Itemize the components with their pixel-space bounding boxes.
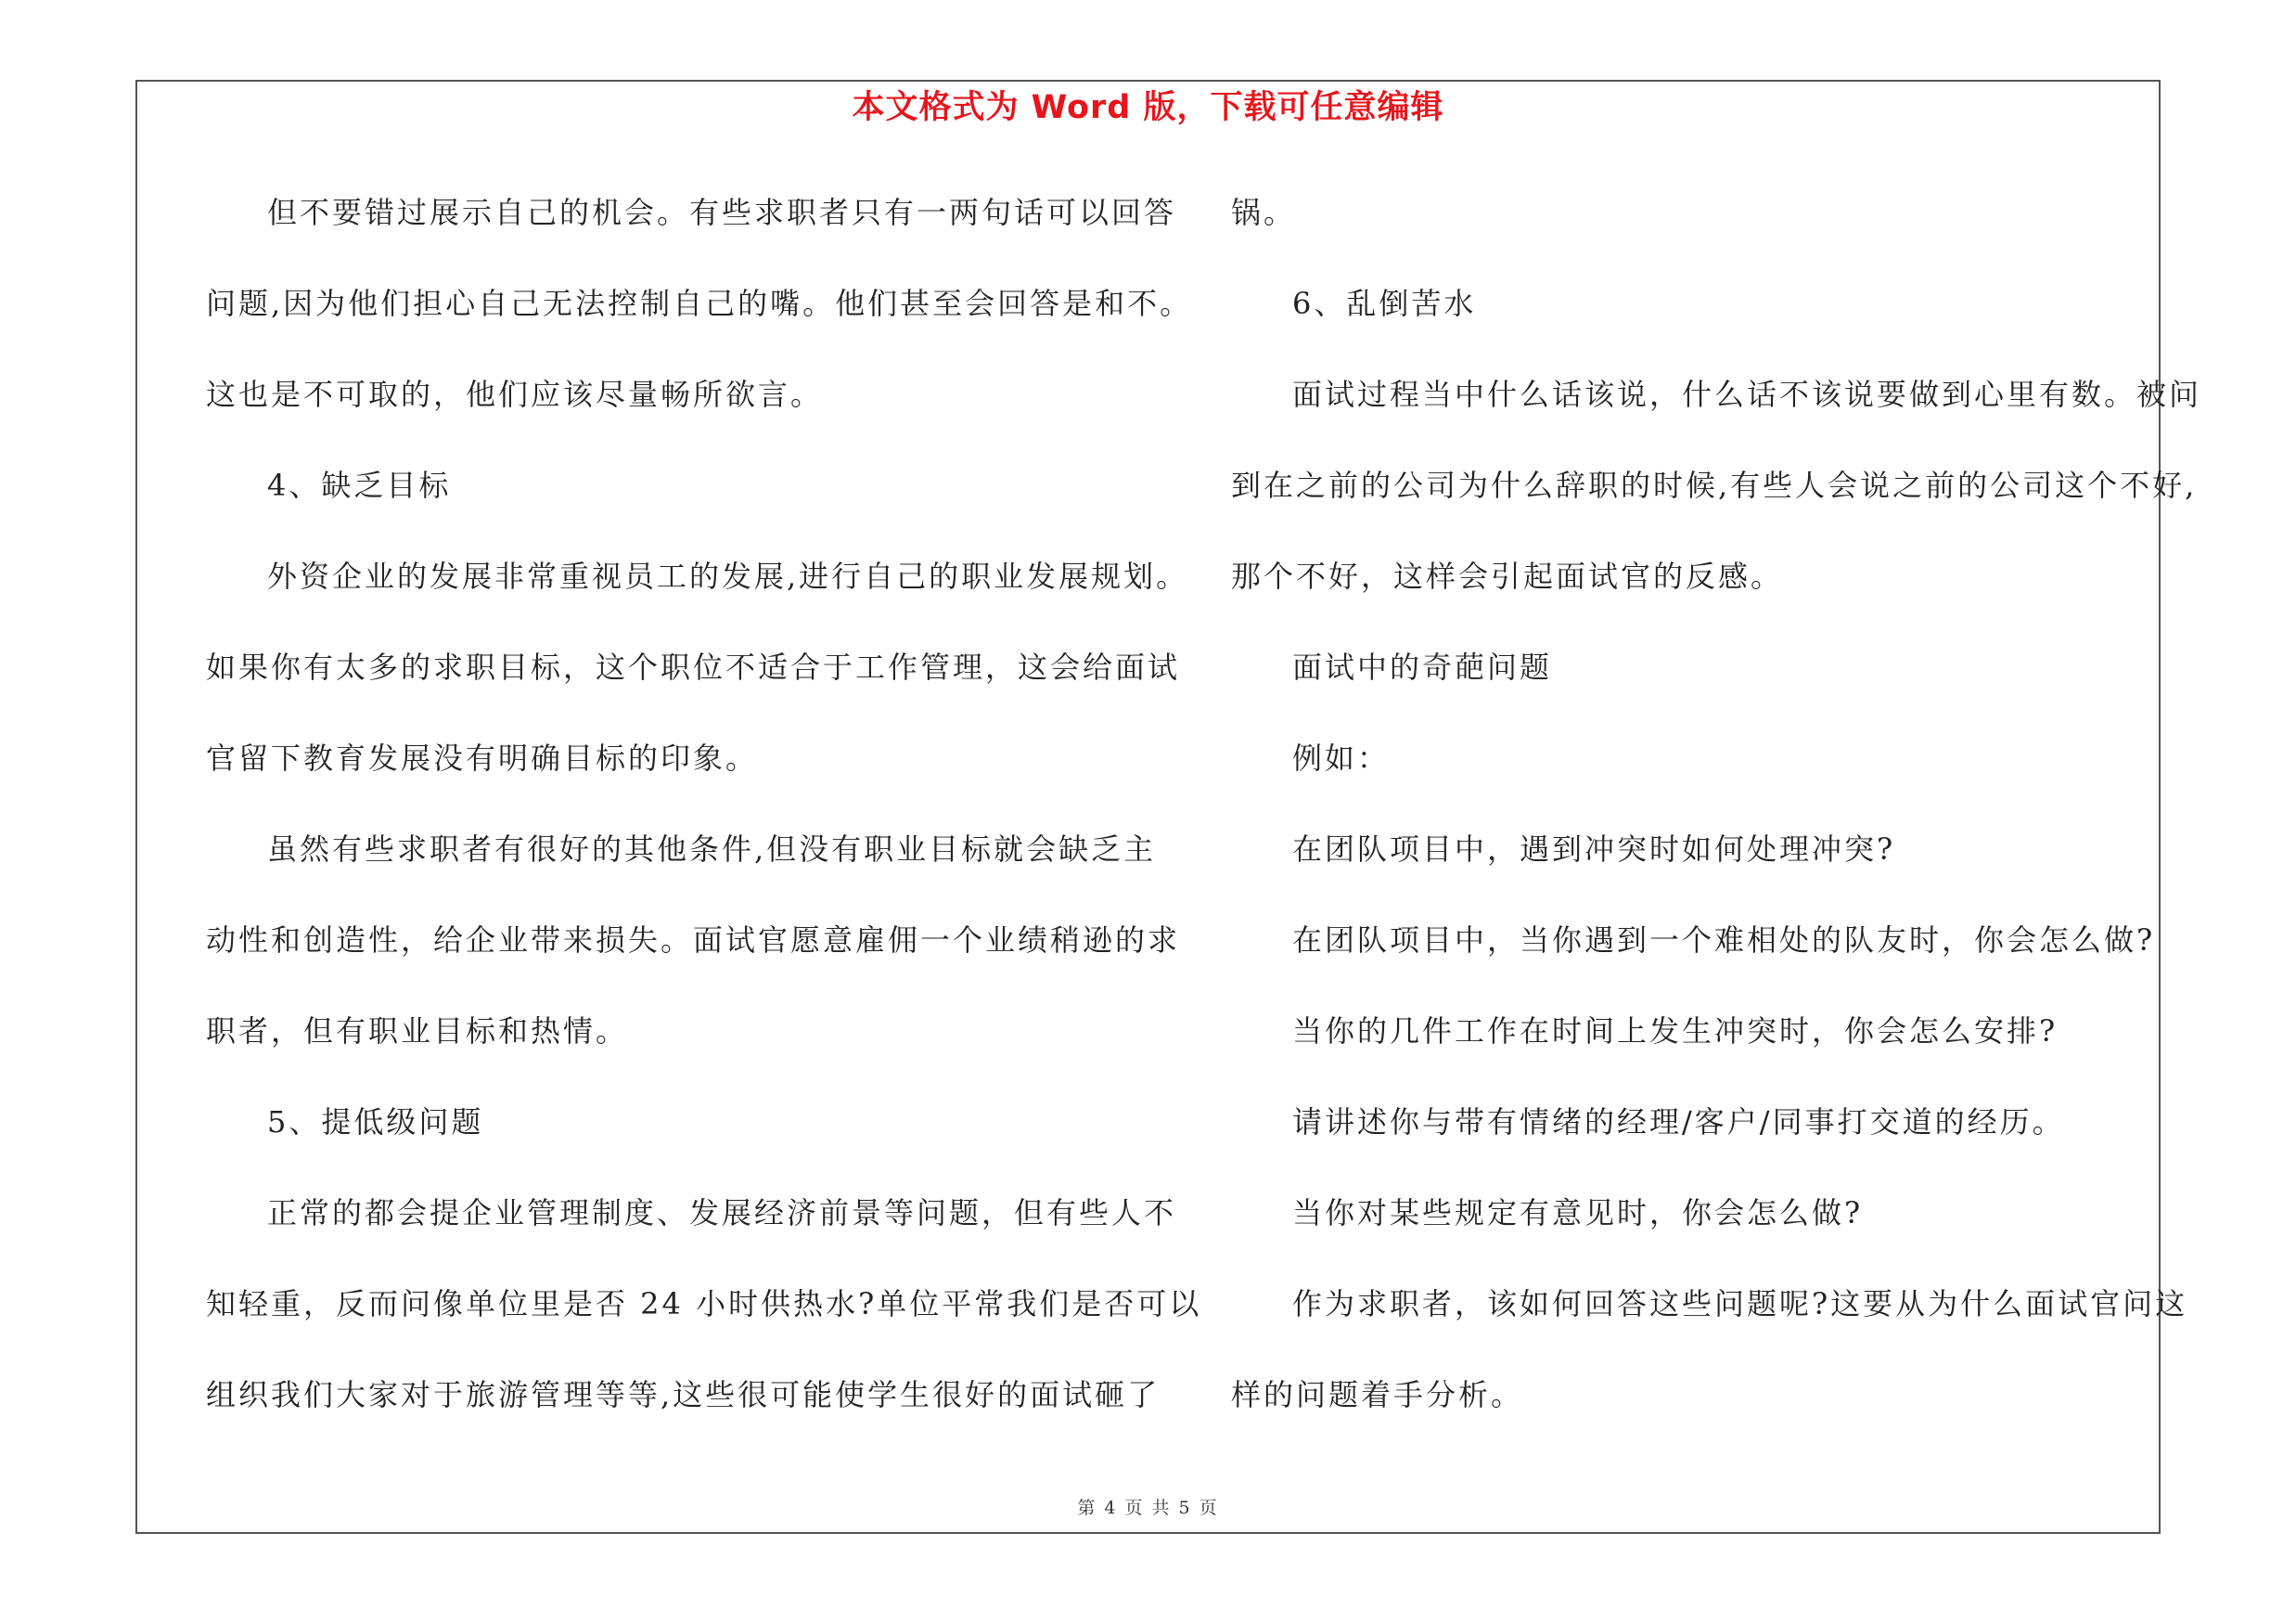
text-line: 样的问题着手分析。 bbox=[1231, 1377, 1524, 1412]
text-line: 在团队项目中，当你遇到一个难相处的队友时，你会怎么做? bbox=[1292, 922, 2156, 958]
text-line: 官留下教育发展没有明确目标的印象。 bbox=[206, 741, 759, 776]
text-line: 外资企业的发展非常重视员工的发展,进行自己的职业发展规划。 bbox=[267, 559, 1189, 594]
text-line: 那个不好，这样会引起面试官的反感。 bbox=[1231, 559, 1784, 594]
text-line: 当你的几件工作在时间上发生冲突时，你会怎么安排? bbox=[1292, 1013, 2059, 1049]
text-line: 面试中的奇葩问题 bbox=[1292, 650, 1553, 685]
text-line: 5、提低级问题 bbox=[267, 1104, 484, 1140]
text-line: 但不要错过展示自己的机会。有些求职者只有一两句话可以回答 bbox=[267, 195, 1177, 230]
text-line: 这也是不可取的，他们应该尽量畅所欲言。 bbox=[206, 377, 824, 412]
text-line: 动性和创造性，给企业带来损失。面试官愿意雇佣一个业绩稍逊的求 bbox=[206, 922, 1181, 958]
left-column bbox=[206, 182, 1202, 1455]
text-line: 正常的都会提企业管理制度、发展经济前景等问题，但有些人不 bbox=[267, 1195, 1177, 1230]
text-line: 例如： bbox=[1292, 741, 1391, 776]
text-line: 问题,因为他们担心自己无法控制自己的嘴。他们甚至会回答是和不。 bbox=[206, 286, 1193, 321]
text-line: 在团队项目中，遇到冲突时如何处理冲突? bbox=[1292, 831, 1896, 867]
text-line: 职者，但有职业目标和热情。 bbox=[206, 1013, 629, 1049]
right-column bbox=[1231, 182, 2202, 1455]
text-line: 作为求职者，该如何回答这些问题呢?这要从为什么面试官问这 bbox=[1292, 1286, 2188, 1321]
text-line: 4、缺乏目标 bbox=[267, 468, 452, 503]
text-line: 知轻重，反而问像单位里是否 24 小时供热水?单位平常我们是否可以 bbox=[206, 1286, 1202, 1321]
text-line: 6、乱倒苦水 bbox=[1292, 286, 1477, 321]
text-line: 当你对某些规定有意见时，你会怎么做? bbox=[1292, 1195, 1864, 1230]
text-line: 组织我们大家对于旅游管理等等,这些很可能使学生很好的面试砸了 bbox=[206, 1377, 1161, 1412]
text-line: 虽然有些求职者有很好的其他条件,但没有职业目标就会缺乏主 bbox=[267, 831, 1157, 867]
text-line: 锅。 bbox=[1231, 195, 1297, 230]
format-banner: 本文格式为 Word 版，下载可任意编辑 bbox=[852, 89, 1444, 126]
text-line: 到在之前的公司为什么辞职的时候,有些人会说之前的公司这个不好, bbox=[1231, 468, 2198, 503]
page-number-footer: 第 4 页 共 5 页 bbox=[1077, 1498, 1219, 1518]
text-line: 请讲述你与带有情绪的经理/客户/同事打交道的经历。 bbox=[1292, 1104, 2065, 1140]
text-line: 如果你有太多的求职目标，这个职位不适合于工作管理，这会给面试 bbox=[206, 650, 1181, 685]
text-line: 面试过程当中什么话该说，什么话不该说要做到心里有数。被问 bbox=[1292, 377, 2202, 412]
